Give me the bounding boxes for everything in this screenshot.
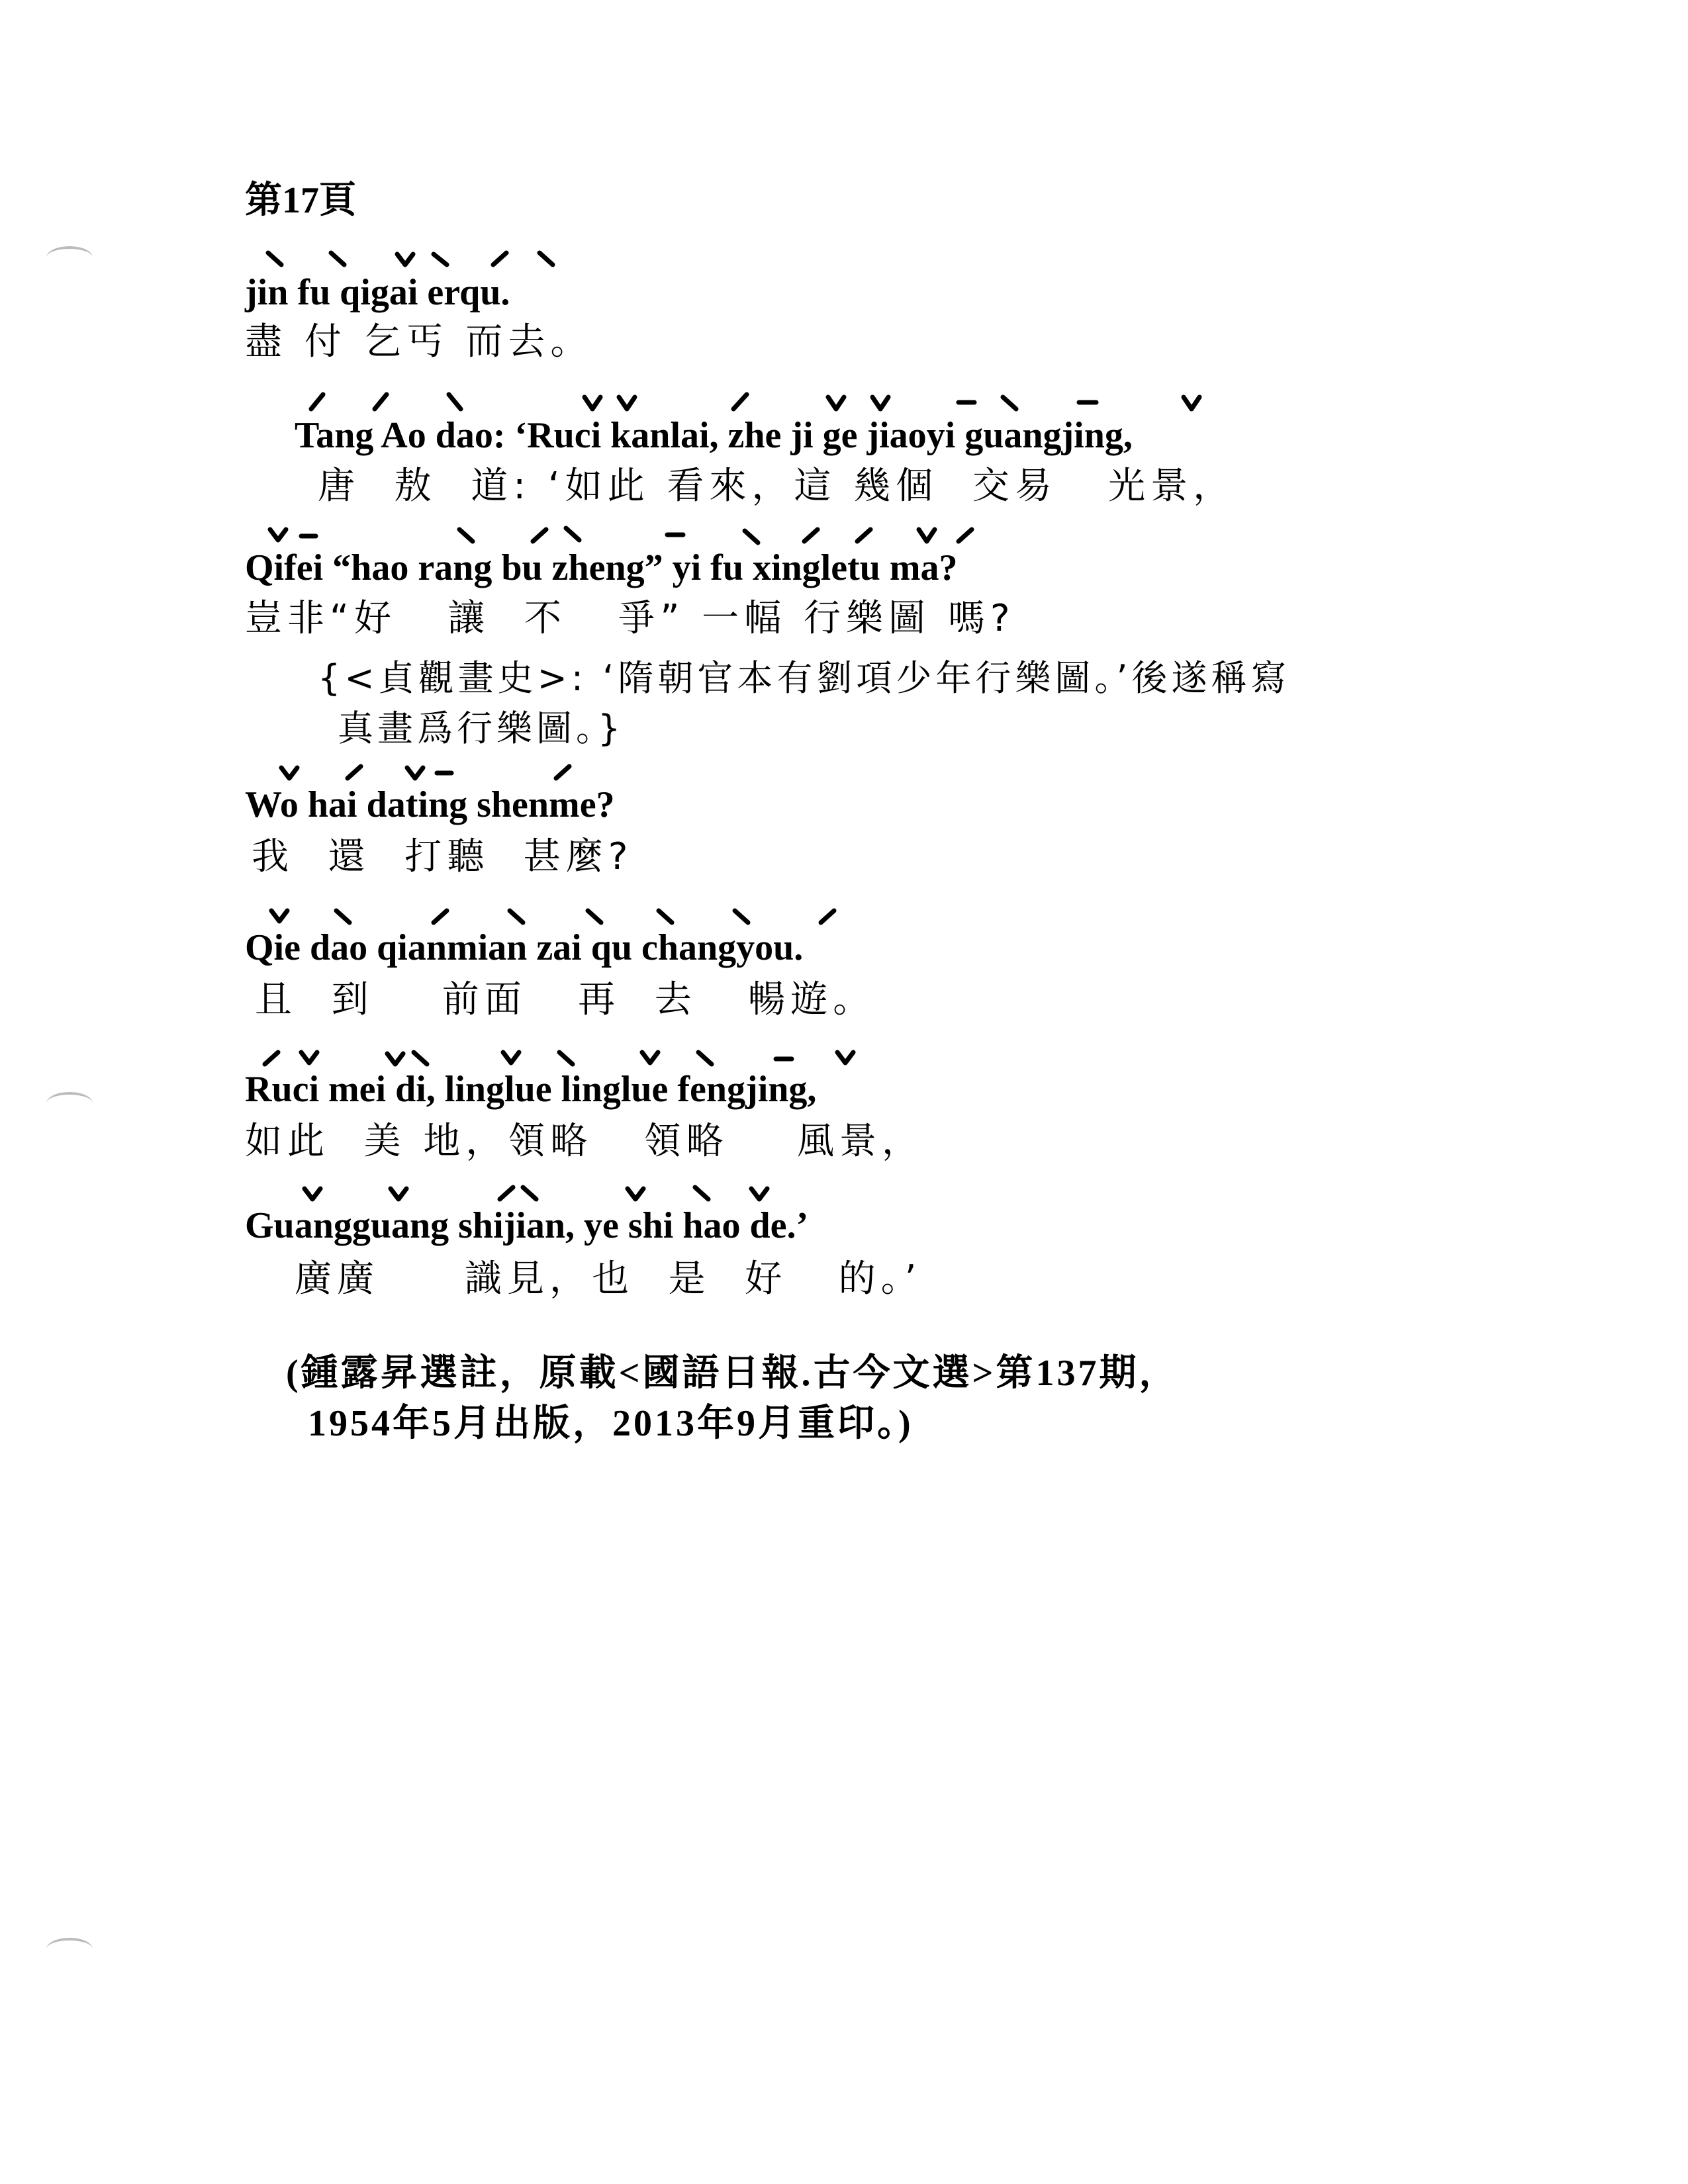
- hanzi-line: 我 還 打聽 甚麼?: [252, 835, 633, 878]
- hanzi-line: 唐 敖 道: ‘如此 看來，這 幾個 交易 光景，: [318, 465, 1236, 508]
- page-number: 第17頁: [245, 180, 356, 221]
- pinyin-line: Qifei “hao rang bu zheng” yi fu xingletu ma?: [245, 547, 958, 588]
- citation: (鍾露昇選註，原載<國語日報.古今文選>第137期，: [286, 1353, 1179, 1394]
- pinyin-line: Qie dao qianmian zai qu changyou.: [245, 927, 804, 968]
- punch-hole-mark: [46, 1938, 93, 1960]
- hanzi-line: 廣廣 識見，也 是 好 的。’: [295, 1257, 922, 1300]
- hanzi-line: 豈非“好 讓 不 爭” 一幅 行樂圖 嗎?: [245, 597, 1015, 640]
- hanzi-line: 盡 付 乞丐 而去。: [245, 320, 593, 363]
- pinyin-line: Ruci mei di, linglue linglue fengjing,: [245, 1069, 817, 1110]
- pinyin-line: Wo hai dating shenme?: [245, 784, 615, 825]
- hanzi-line: 且 到 前面 再 去 暢遊。: [255, 978, 876, 1021]
- punch-hole-mark: [46, 1092, 93, 1115]
- annotation-note: 真畫爲行樂圖。}: [338, 707, 625, 749]
- citation: 1954年5月出版，2013年9月重印。): [308, 1403, 914, 1444]
- hanzi-line: 如此 美 地，領略 領略 風景，: [245, 1120, 925, 1163]
- annotation-note: {<貞觀畫史>: ‘隋朝官本有劉項少年行樂圖。’後遂稱寫: [318, 657, 1291, 699]
- pinyin-line: jin fu qigai erqu.: [245, 272, 510, 313]
- pinyin-line: Guangguang shijian, ye shi hao de.’: [245, 1205, 809, 1246]
- pinyin-line: Tang Ao dao: ‘Ruci kanlai, zhe ji ge jiaoyi guangjing,: [295, 415, 1133, 456]
- punch-hole-mark: [46, 246, 93, 269]
